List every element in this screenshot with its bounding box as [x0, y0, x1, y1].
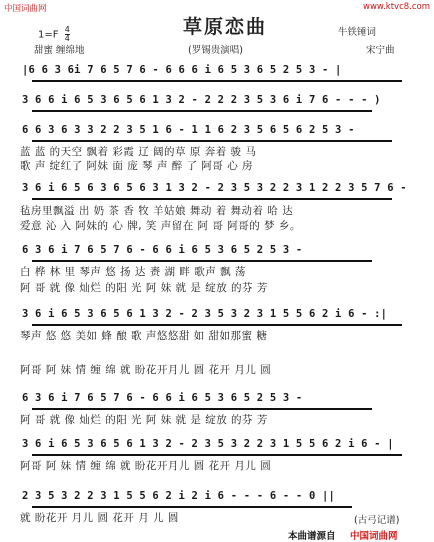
beam-line [32, 408, 372, 410]
source-label: 本曲谱源自 [288, 531, 336, 542]
lyric-line: 蓝 蓝 的天空 飘着 彩霞 辽 阔的草 原 奔着 骏 马 [20, 146, 257, 158]
lyric-line: 白 桦 林 里 琴声 悠 扬 达 赉 湖 畔 歌声 飘 荡 [20, 266, 246, 278]
time-signature: $\frac{4}{4}$ [64, 25, 70, 43]
transcriber-note: (古弓记谱) [354, 515, 400, 526]
beam-line [32, 140, 392, 142]
beam-line [32, 506, 352, 508]
beam-line [32, 80, 402, 82]
lyric-line: 阿 哥 就 像 灿烂 的阳 光 阿 妹 就 是 绽放 的芬 芳 [20, 414, 268, 426]
beam-line [32, 260, 372, 262]
composer: 宋宁曲 [366, 45, 395, 56]
score-line-8: 3 6 i 6 5 3 6 5 6 1 3 2 - 2 3 5 3 2 2 3 1 5 5 6 2 i 6 - | [22, 438, 394, 450]
score-line-2: 3 6 6 i 6 5 3 6 5 6 1 3 2 - 2 2 2 3 5 3 6 i 7 6 - - - ) [22, 94, 381, 106]
beam-line [32, 324, 402, 326]
style-marking: 甜蜜 缠绵地 [34, 45, 85, 56]
watermark-site-name: 中国词曲网 [4, 4, 47, 14]
lyric-line: 爱意 沁 入 阿妹的 心 牌, 笑 声留在 阿 哥 阿哥的 梦 乡。 [20, 220, 301, 232]
beam-line [32, 198, 392, 200]
watermark-footer: 中国词曲网 [350, 531, 398, 542]
lyric-line: 歌 声 绽红了 阿妹 面 庞 琴 声 醉 了 阿哥 心 房 [20, 160, 254, 172]
lyric-line: 阿哥 阿 妹 情 缠 绵 就 盼花开月儿 圆 花开 月儿 圆 [20, 460, 272, 472]
score-line-5: 6 3 6 i 7 6 5 7 6 - 6 6 i 6 5 3 6 5 2 5 3 - [22, 244, 303, 256]
watermark-site-url: www.ktvc8.com [363, 2, 430, 12]
lyric-line: 阿 哥 就 像 灿烂 的阳 光 阿 妹 就 是 绽放 的芬 芳 [20, 282, 268, 294]
score-line-9: 2 3 5 3 2 2 3 1 5 5 6 2 i 2 i 6 - - - 6 - - 0 || [22, 490, 336, 502]
key-signature: 1=F $\frac{4}{4}$ [38, 25, 70, 43]
lyric-line: 阿哥 阿 妹 情 缠 绵 就 盼花开月儿 圆 花开 月儿 圆 [20, 364, 272, 376]
score-line-4: 3 6 i 6 5 6 3 6 5 6 3 1 3 2 - 2 3 5 3 2 2 3 1 2 2 3 5 7 6 - [22, 182, 407, 194]
lyricist: 牛铁锤词 [338, 27, 377, 38]
score-line-7: 6 3 6 i 7 6 5 7 6 - 6 6 i 6 5 3 6 5 2 5 3 - [22, 392, 303, 404]
lyric-line: 就 盼花开 月儿 圆 花开 月 儿 圆 [20, 512, 179, 524]
beam-line [32, 110, 372, 112]
score-line-6: 3 6 i 6 5 3 6 5 6 1 3 2 - 2 3 5 3 2 3 1 5 5 6 2 i 6 - :| [22, 308, 388, 320]
page-title: 草原恋曲 [183, 16, 268, 38]
beam-line [32, 454, 402, 456]
lyric-line: 毡房里飘溢 出 奶 茶 香 牧 羊姑娘 舞动 着 舞动着 哈 达 [20, 205, 294, 217]
performer: (罗锡贵演唱) [188, 45, 243, 56]
lyric-line: 琴声 悠 悠 美如 蜂 酿 歌 声悠悠甜 如 甜如那蜜 糖 [20, 330, 268, 342]
score-line-1: |6 6 3 6i 7 6 5 7 6 - 6 6 6 i 6 5 3 6 5 2 5 3 - | [22, 64, 342, 76]
score-line-3: 6 6 3 6 3 3 2 2 3 5 1 6 - 1 1 6 2 3 5 6 5 6 2 5 3 - [22, 124, 355, 136]
